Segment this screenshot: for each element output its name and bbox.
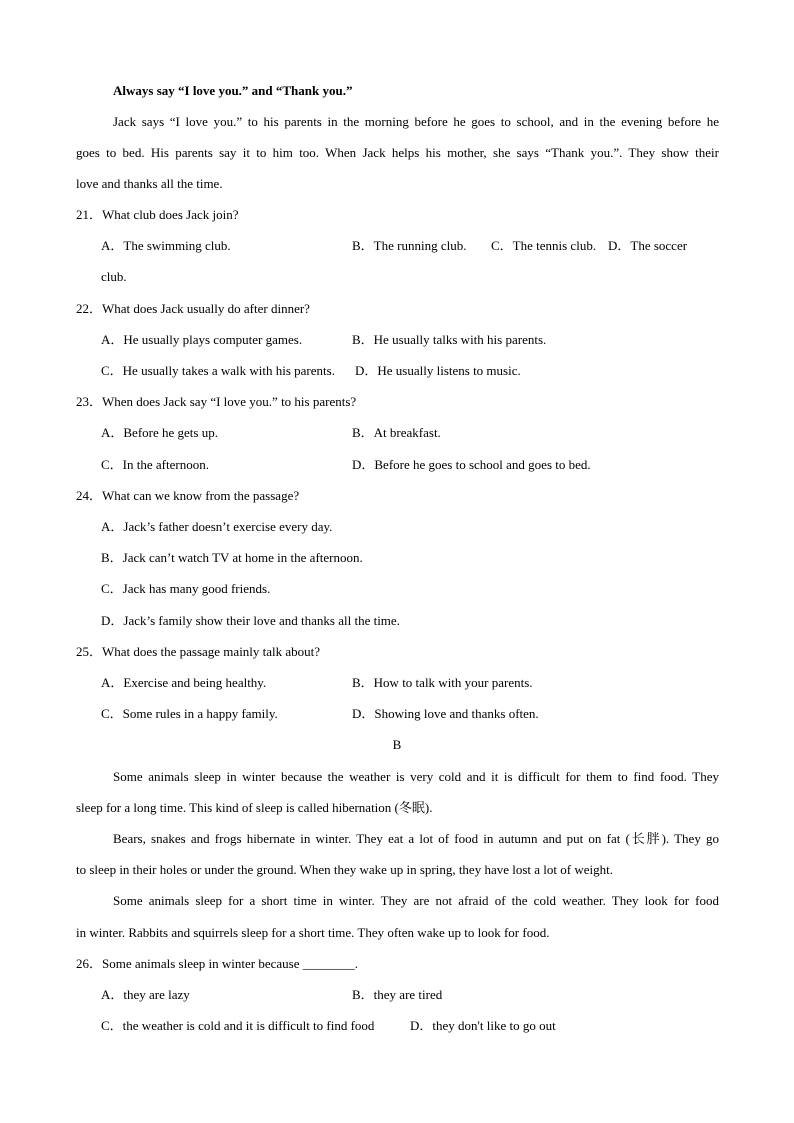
option-c: C．the weather is cold and it is difficult to find food (101, 1018, 375, 1033)
option-d: D．The soccer (608, 238, 688, 253)
option-c: C．Some rules in a happy family. (101, 706, 278, 721)
question-stem: Some animals sleep in winter because (102, 956, 303, 971)
passage-line: love and thanks all the time. (76, 176, 223, 191)
option-b: B．At breakfast. (352, 425, 441, 440)
question-23 (76, 393, 356, 411)
option-b: B．Jack can’t watch TV at home in the afternoon. (101, 550, 363, 565)
passage-title: Always say “I love you.” and “Thank you.” (113, 83, 353, 98)
question-24 (76, 487, 299, 505)
question-25 (76, 643, 320, 661)
question-number: 21． (76, 207, 103, 222)
answer-blank: ________ (302, 956, 355, 971)
option-c: C．The tennis club. (491, 238, 597, 253)
question-stem: What can we know from the passage? (102, 488, 300, 503)
passage-line: Bears, snakes and frogs hibernate in winter. They eat a lot of food in autumn and put on fat (长胖). They go (113, 831, 719, 846)
question-number: 25． (76, 644, 103, 659)
option-d: D．Showing love and thanks often. (352, 706, 539, 721)
question-number: 22． (76, 301, 103, 316)
passage-line: Jack says “I love you.” to his parents in the morning before he goes to school, and in the evening before he (113, 114, 719, 129)
question-stem: What club does Jack join? (102, 207, 239, 222)
passage-line: sleep for a long time. This kind of sleep is called hibernation (冬眠). (76, 800, 433, 815)
option-a: A．He usually plays computer games. (101, 332, 303, 347)
question-26 (76, 955, 358, 973)
option-c: C．In the afternoon. (101, 457, 209, 472)
passage-line: Some animals sleep for a short time in winter. They are not afraid of the cold weather. They look for food (113, 893, 719, 908)
question-number: 24． (76, 488, 103, 503)
passage-line: goes to bed. His parents say it to him too. When Jack helps his mother, she says “Thank you.”. They show their (76, 145, 719, 160)
option-d-continued: club. (101, 269, 127, 284)
option-d: D．Jack’s family show their love and thanks all the time. (101, 613, 400, 628)
option-b: B．The running club. (352, 238, 467, 253)
question-stem: What does the passage mainly talk about? (102, 644, 321, 659)
section-heading: B (392, 737, 402, 752)
option-a: A．Before he gets up. (101, 425, 218, 440)
option-b: B．they are tired (352, 987, 443, 1002)
question-22 (76, 300, 310, 318)
option-d: D．they don't like to go out (410, 1018, 556, 1033)
option-b: B．How to talk with your parents. (352, 675, 533, 690)
question-number: 26． (76, 956, 103, 971)
option-a: A．Exercise and being healthy. (101, 675, 267, 690)
question-number: 23． (76, 394, 103, 409)
question-21 (76, 206, 238, 224)
option-b: B．He usually talks with his parents. (352, 332, 547, 347)
option-a: A．The swimming club. (101, 238, 231, 253)
option-c: C．He usually takes a walk with his parents. (101, 363, 335, 378)
option-a: A．Jack’s father doesn’t exercise every day. (101, 519, 333, 534)
option-a: A．they are lazy (101, 987, 190, 1002)
option-d: D．Before he goes to school and goes to bed. (352, 457, 591, 472)
option-c: C．Jack has many good friends. (101, 581, 271, 596)
passage-line: in winter. Rabbits and squirrels sleep for a short time. They often wake up to look for food. (76, 925, 550, 940)
question-stem: When does Jack say “I love you.” to his parents? (102, 394, 357, 409)
option-d: D．He usually listens to music. (355, 363, 521, 378)
question-stem-end: . (354, 956, 358, 971)
question-stem: What does Jack usually do after dinner? (102, 301, 310, 316)
passage-line: to sleep in their holes or under the ground. When they wake up in spring, they have lost a lot of weight. (76, 862, 613, 877)
passage-line: Some animals sleep in winter because the weather is very cold and it is difficult for them to find food. They (113, 769, 719, 784)
